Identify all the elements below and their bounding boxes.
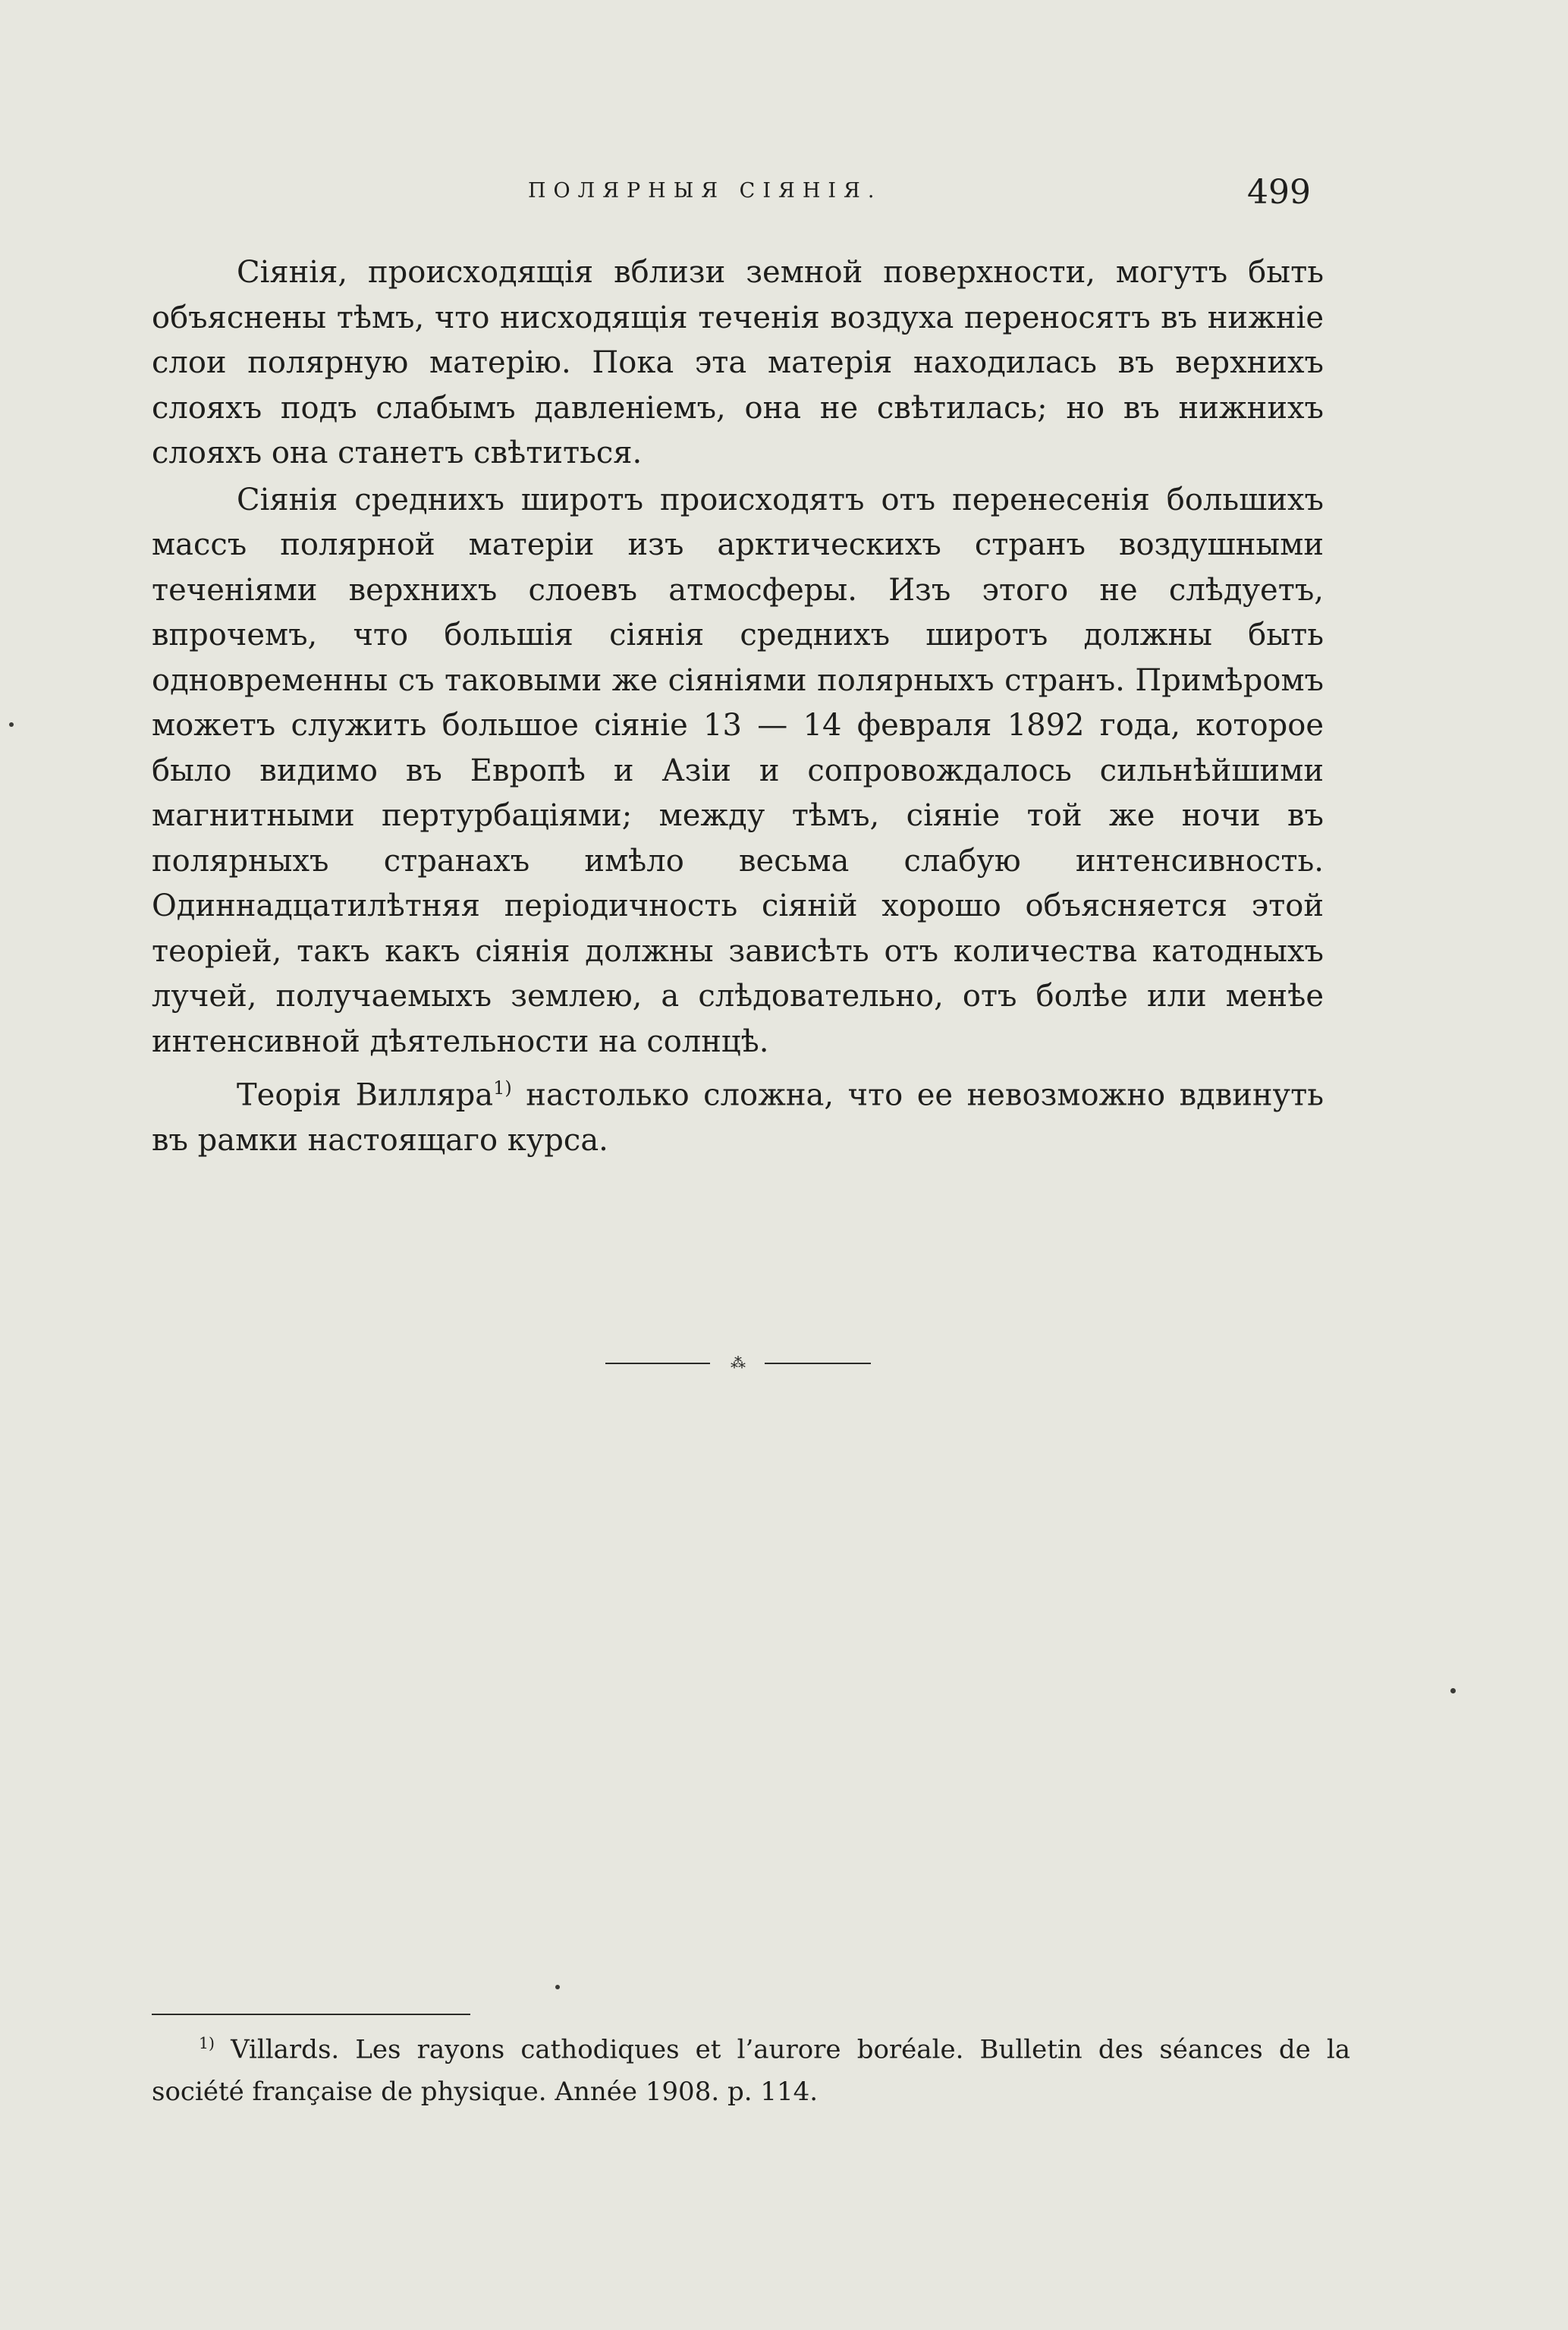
paragraph-1: Сіянія, происходящія вблизи земной поверхности, могутъ быть объяснены тѣмъ, что нисходящія теченія воздуха переносятъ въ нижніе слои полярную матерію. Пока эта матерія находилась въ верхнихъ слояхъ подъ слабымъ давленіемъ, она не свѣтилась; но въ нижнихъ слояхъ она станетъ свѣтиться. — [152, 255, 1324, 470]
running-title: ПОЛЯРНЫЯ СІЯНІЯ. — [528, 179, 882, 203]
body-text — [152, 250, 1324, 1165]
page-number: 499 — [1247, 173, 1311, 212]
footnote-reference: 1) — [493, 1077, 512, 1099]
paper-speck — [9, 722, 14, 727]
footnote-separator — [152, 2014, 470, 2015]
running-head — [0, 173, 1568, 219]
ornament-flourish: ⁂ — [731, 1354, 746, 1372]
footnote — [152, 2022, 1350, 2113]
paragraph-3 — [152, 1066, 1324, 1163]
ornament-rule-left — [605, 1363, 710, 1364]
paragraph-2: Сіянія среднихъ широтъ происходятъ отъ перенесенія большихъ массъ полярной матеріи изъ арктическихъ странъ воздушными теченіями верхнихъ слоевъ атмосферы. Изъ этого не слѣдуетъ, впрочемъ, что большія сіянія среднихъ широтъ должны быть одновременны съ таковыми же сіяніями полярныхъ странъ. Примѣромъ можетъ служить большое сіяніе 13 — 14 февраля 1892 года, которое было видимо въ Европѣ и Азіи и сопровождалось сильнѣйшими магнитными пертурбаціями; между тѣмъ, сіяніе той же ночи въ полярныхъ странахъ имѣло весьма слабую интенсивность. Одиннадцатилѣтняя періодичность сіяній хорошо объясняется этой теоріей, такъ какъ сіянія должны зависѣть отъ количества катодныхъ лучей, получаемыхъ землею, а слѣдовательно, отъ болѣе или менѣе интенсивной дѣятельности на солнцѣ. — [152, 482, 1324, 1059]
footnote-body: Villards. Les rayons cathodiques et l’aurore boréale. Bulletin des séances de la société française de physique. Année 1908. p. 114. — [152, 2034, 1350, 2108]
footnote-mark: 1) — [199, 2034, 215, 2052]
paragraph-3-rest: настолько сложна, что ее невозможно вдвинуть въ рамки настоящаго курса. — [152, 1077, 1324, 1158]
footnote-text — [152, 2022, 1350, 2113]
paragraph-3-start: Теорія Вилляра — [237, 1077, 494, 1113]
paper-speck — [555, 1985, 560, 1989]
section-end-ornament — [605, 1354, 871, 1372]
paper-speck — [1450, 1688, 1456, 1693]
ornament-rule-right — [765, 1363, 871, 1364]
